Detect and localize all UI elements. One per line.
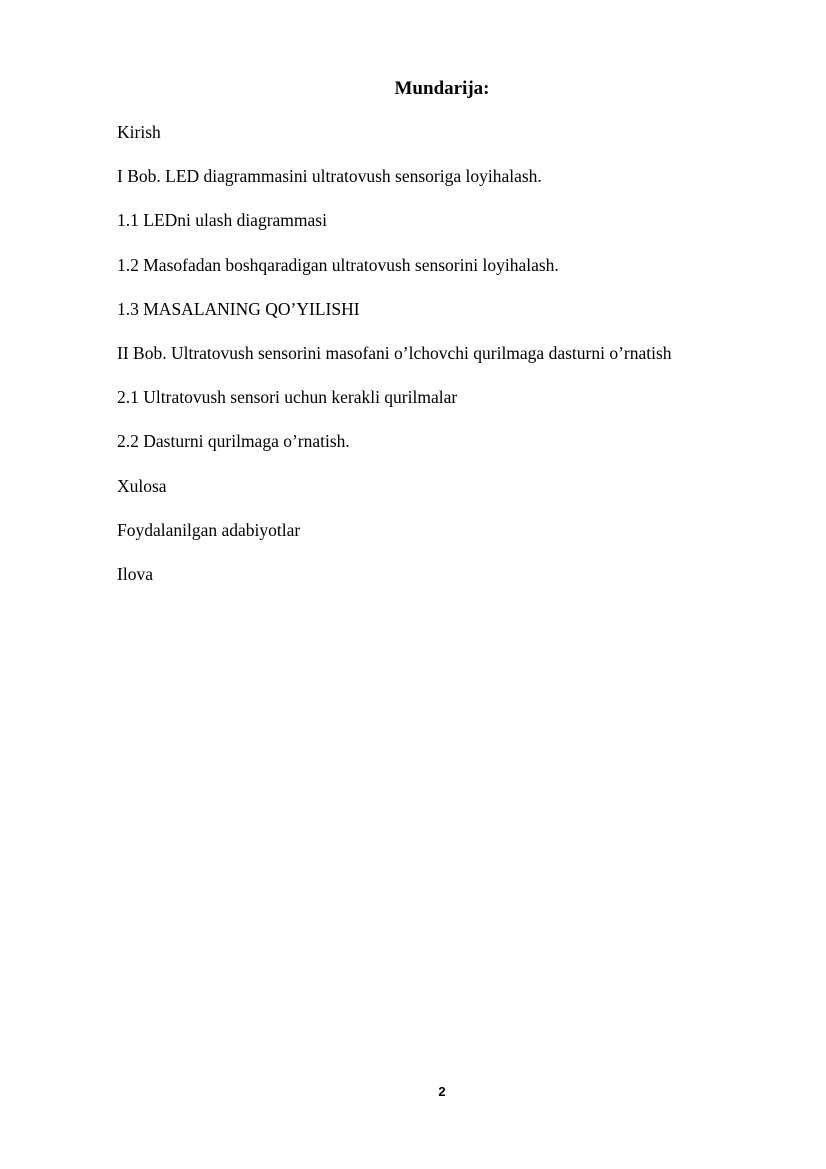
toc-item-introduction: Kirish <box>117 122 161 142</box>
toc-item-section-1-1: 1.1 LEDni ulash diagrammasi <box>117 210 327 231</box>
page-number: 2 <box>438 1084 446 1099</box>
toc-item-conclusion: Xulosa <box>117 475 167 496</box>
toc-item-chapter-2: II Bob. Ultratovush sensorini masofani o’lchovchi qurilmaga dasturni o’rnatish <box>117 342 672 363</box>
toc-item-section-1-2: 1.2 Masofadan boshqaradigan ultratovush sensorini loyihalash. <box>117 254 559 275</box>
toc-item-references: Foydalanilgan adabiyotlar <box>117 519 301 540</box>
table-of-contents <box>117 121 672 607</box>
toc-item-section-2-1: 2.1 Ultratovush sensori uchun kerakli qurilmalar <box>117 387 458 408</box>
toc-item-appendix: Ilova <box>117 563 153 584</box>
page-title: Mundarija: <box>394 78 490 99</box>
toc-item-section-2-2: 2.2 Dasturni qurilmaga o’rnatish. <box>117 431 350 452</box>
toc-item-section-1-3: 1.3 MASALANING QO’YILISHI <box>117 298 360 319</box>
toc-item-chapter-1: I Bob. LED diagrammasini ultratovush sensoriga loyihalash. <box>117 166 542 187</box>
